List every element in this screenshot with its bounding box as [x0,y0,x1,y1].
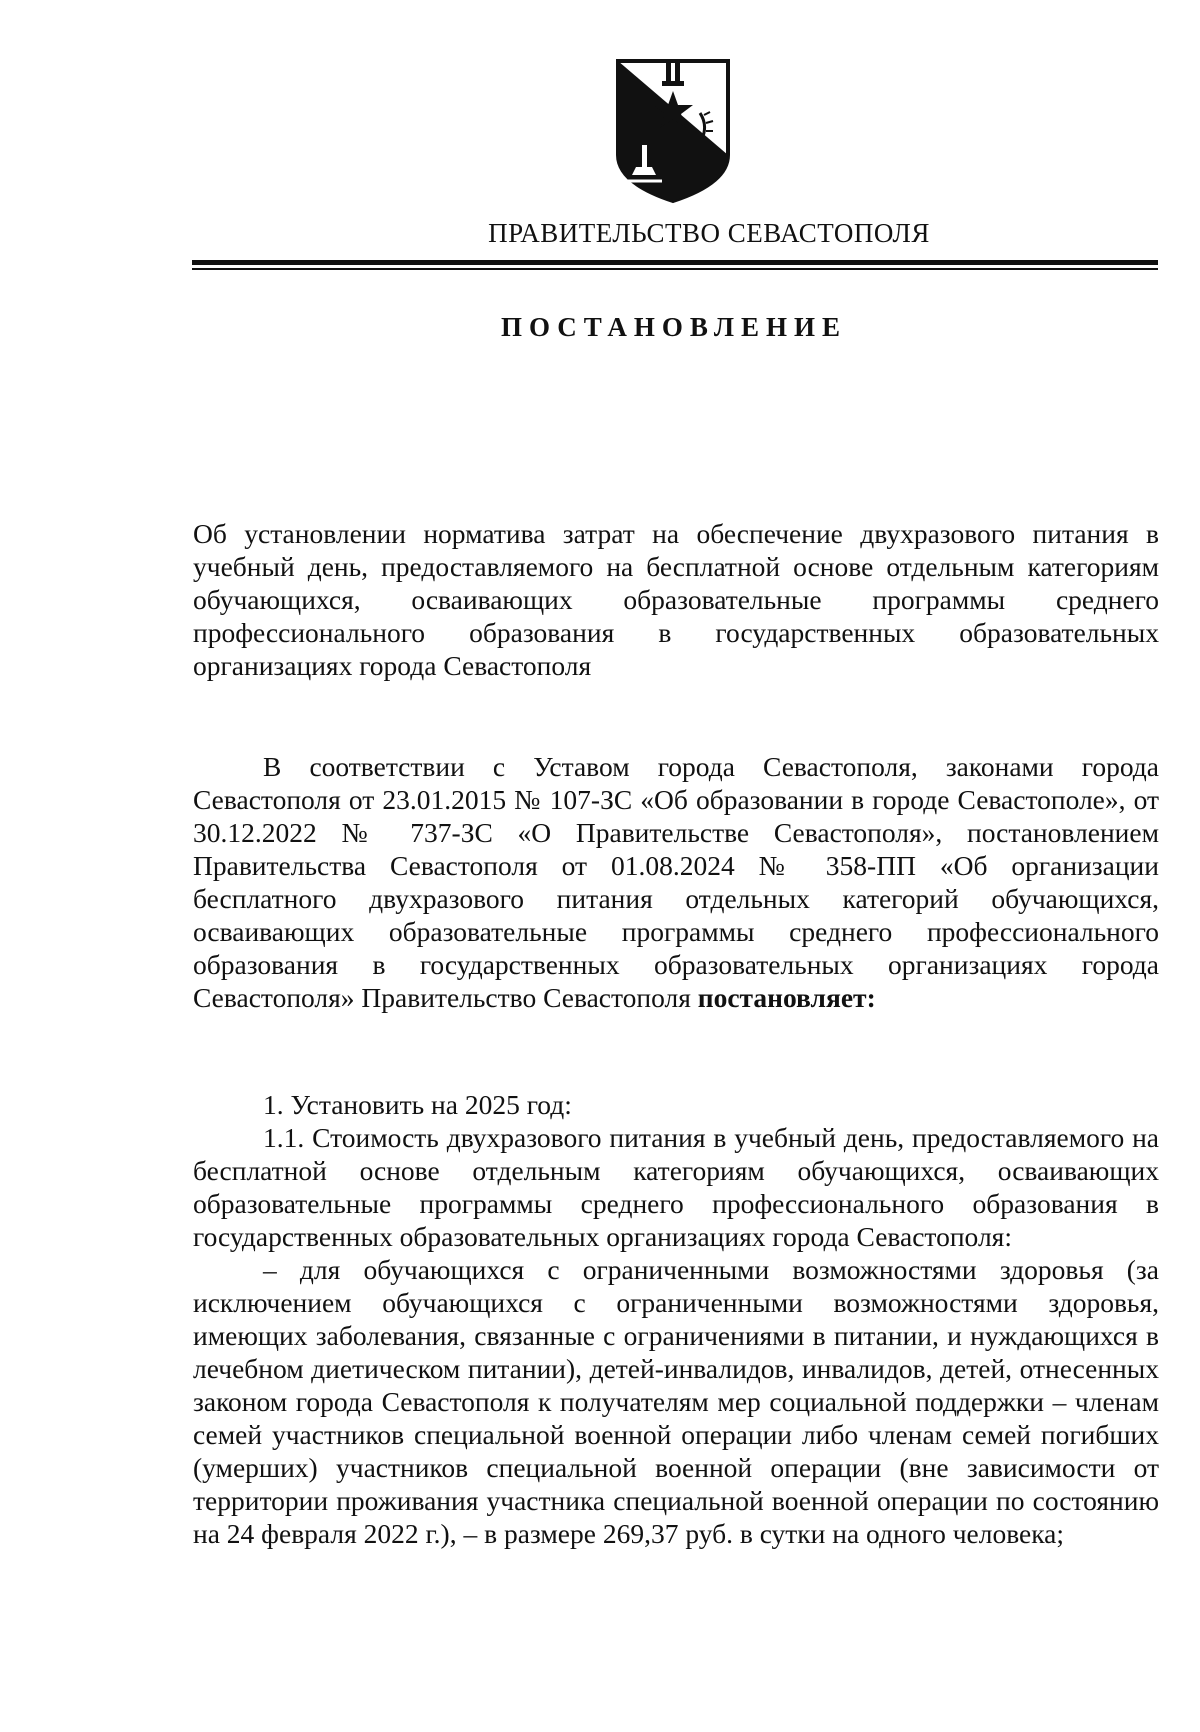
header-rule-thin [192,268,1158,270]
preamble [193,750,1159,1014]
point-1: 1. Установить на 2025 год: [263,1089,572,1120]
preamble-text: В соответствии с Уставом города Севастополя, законами города Севастополя от 23.01.2015 № 107-ЗС «Об образовании в городе Севастополе», от 30.12.2022 № 737-ЗС «О Правительстве Севастополя», постановлением Правительства Севастополя от 01.08.2024 № 358-ПП «Об организации бесплатного двухразового питания отдельных категорий обучающихся, осваивающих образовательные программы среднего профессионального образования в государственных образовательных организациях города Севастополя» Правительство Севастополя [193,751,1159,1013]
decree-word: постановляет: [697,982,876,1013]
dash-item: – для обучающихся с ограниченными возможностями здоровья (за исключением обучающихся с ограниченными возможностями здоровья, имеющих заболевания, связанные с ограничениями в питании, и нуждающихся в лечебном диетическом питании), детей-инвалидов, инвалидов, детей, отнесенных законом города Севастополя к получателям мер социальной поддержки – членам семей участников специальной военной операции либо членам семей погибших (умерших) участников специальной военной операции (вне зависимости от территории проживания участника специальной военной операции по состоянию на 24 февраля 2022 г.), – в размере 269,37 руб. в сутки на одного человека; [193,1254,1159,1549]
document-body [193,1088,1159,1550]
document-type: ПОСТАНОВЛЕНИЕ [500,312,848,342]
header-rule-thick [192,260,1158,265]
coat-of-arms-icon [612,55,734,205]
document-subject [193,517,1159,682]
point-1-1: 1.1. Стоимость двухразового питания в учебный день, предоставляемого на бесплатной основе отдельным категориям обучающихся, осваивающих образовательные программы среднего профессионального образования в государственных образовательных организациях города Севастополя: [193,1122,1159,1252]
government-name: ПРАВИТЕЛЬСТВО СЕВАСТОПОЛЯ [488,218,930,248]
preamble-paragraph [193,750,1159,1014]
subject-text: Об установлении норматива затрат на обеспечение двухразового питания в учебный день, предоставляемого на бесплатной основе отдельным категориям обучающихся, осваивающих образовательные программы среднего профессионального образования в государственных образовательных организациях города Севастополя [193,518,1159,681]
